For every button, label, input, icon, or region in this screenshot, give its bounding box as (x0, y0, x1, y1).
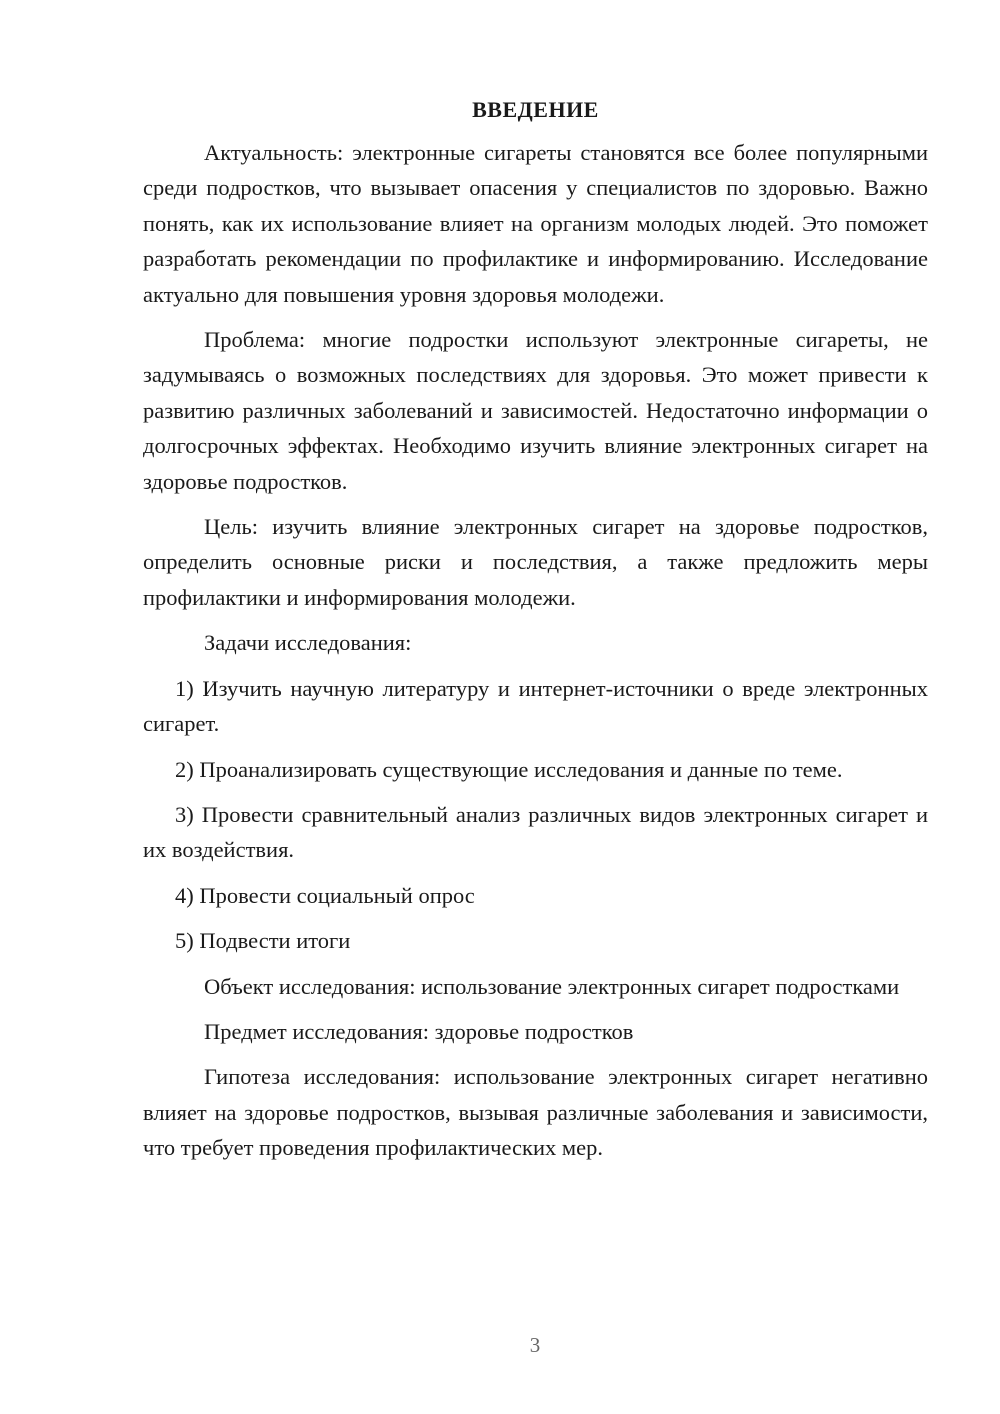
object-paragraph: Объект исследования: использование электронных сигарет подростками (204, 973, 900, 999)
page-number: 3 (529, 1333, 541, 1357)
goal-paragraph: Цель: изучить влияние электронных сигарет на здоровье подростков, определить основные риски и последствия, а также предложить меры профилактики и информирования молодежи. (143, 514, 928, 610)
document-body (143, 92, 928, 1176)
task-item-1: 1) Изучить научную литературу и интернет-источники о вреде электронных сигарет. (143, 675, 928, 737)
task-item-3: 3) Провести сравнительный анализ различных видов электронных сигарет и их воздействия. (143, 801, 928, 863)
task-item-2: 2) Проанализировать существующие исследования и данные по теме. (175, 756, 843, 782)
problem-paragraph: Проблема: многие подростки используют электронные сигареты, не задумываясь о возможных последствиях для здоровья. Это может привести к развитию различных заболеваний и зависимостей. Недостаточно информации о долгосрочных эффектах. Необходимо изучить влияние электронных сигарет на здоровье подростков. (143, 327, 928, 494)
task-item-5: 5) Подвести итоги (175, 928, 351, 954)
subject-paragraph: Предмет исследования: здоровье подростков (204, 1018, 634, 1044)
hypothesis-paragraph: Гипотеза исследования: использование электронных сигарет негативно влияет на здоровье подростков, вызывая различные заболевания и зависимости, что требует проведения профилактических мер. (143, 1064, 928, 1161)
section-title: ВВЕДЕНИЕ (472, 97, 599, 122)
task-item-4: 4) Провести социальный опрос (175, 882, 475, 908)
relevance-paragraph: Актуальность: электронные сигареты становятся все более популярными среди подростков, что вызывает опасения у специалистов по здоровью. Важно понять, как их использование влияет на организм молодых людей. Это поможет разработать рекомендации по профилактике и информированию. Исследование актуально для повышения уровня здоровья молодежи. (143, 140, 928, 307)
tasks-heading: Задачи исследования: (204, 630, 412, 656)
